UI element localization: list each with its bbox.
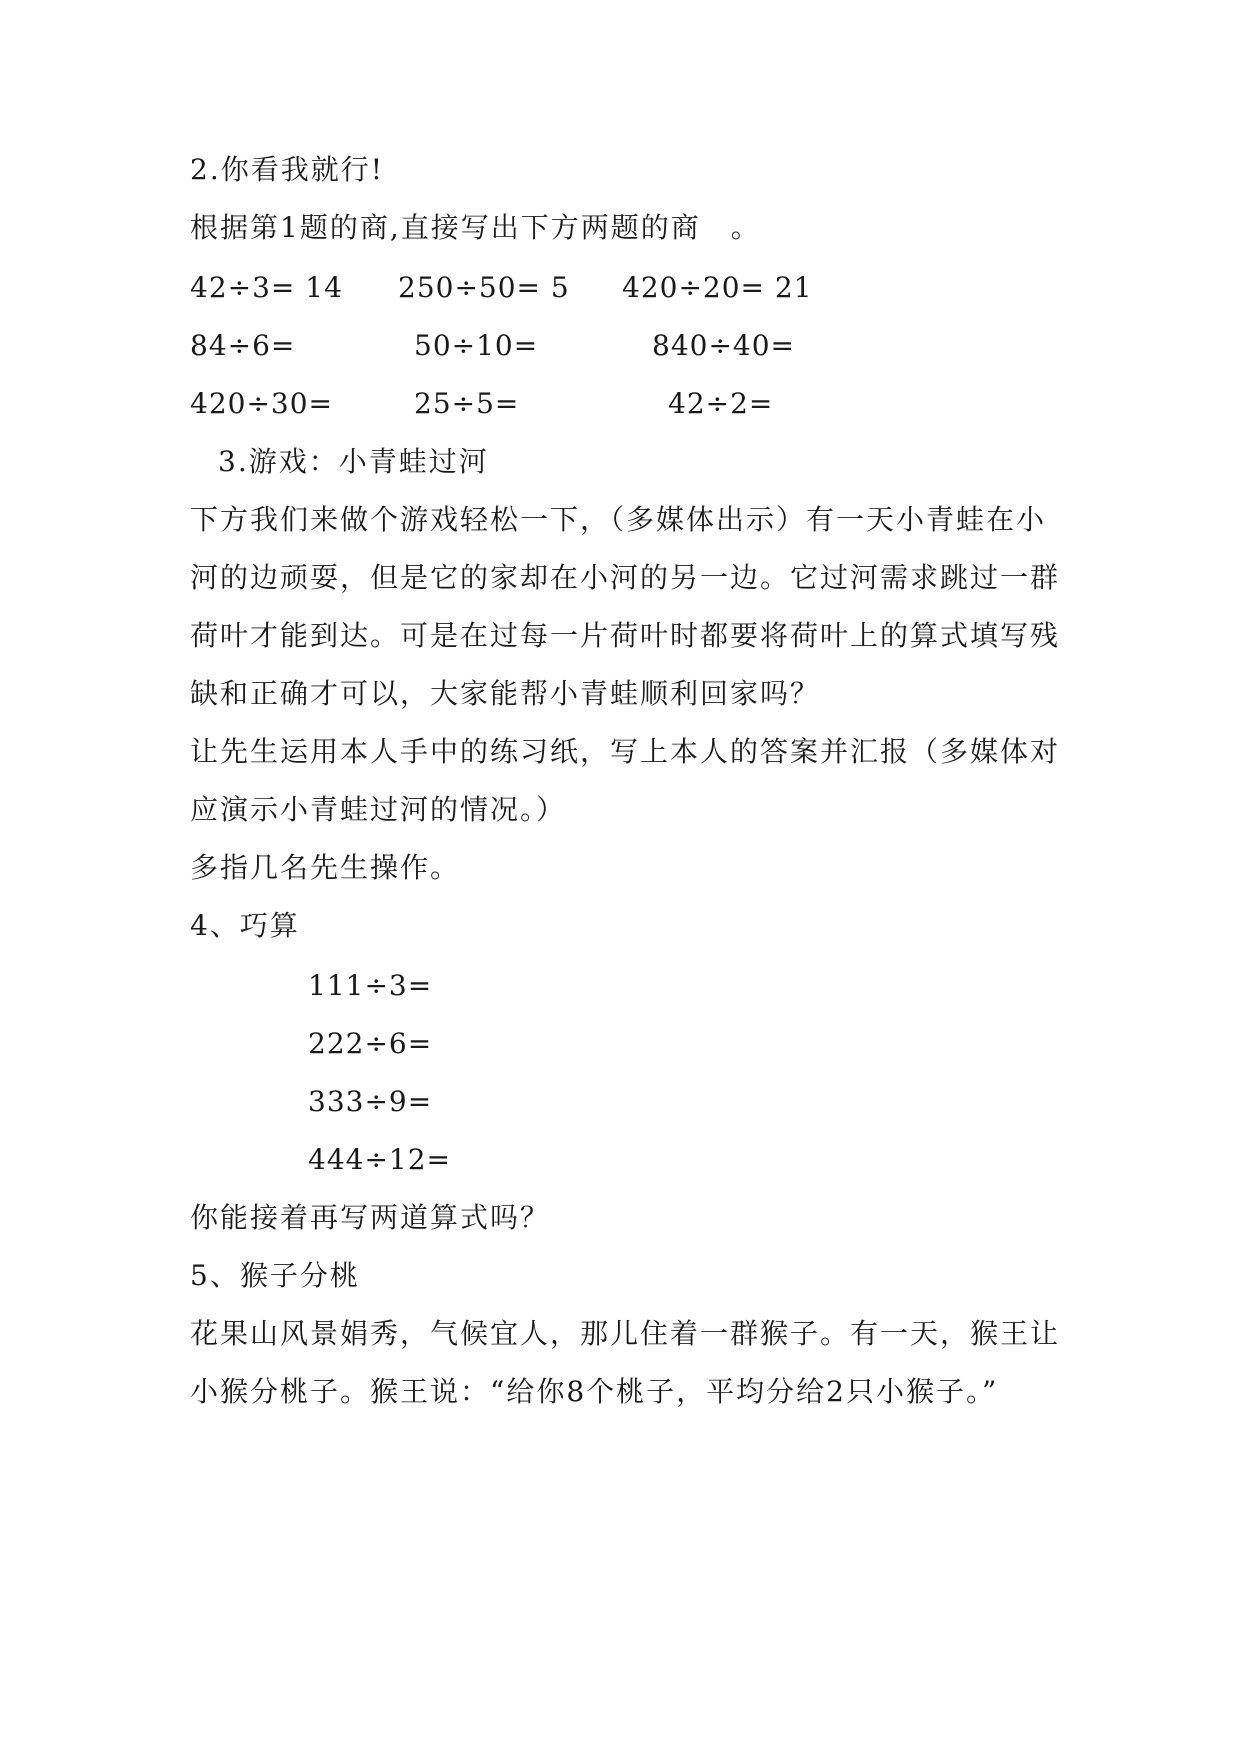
- math-expr-r3c2: 25÷5=: [414, 387, 520, 420]
- section-2-instruction: 根据第1题的商,直接写出下方两题的商 。: [190, 211, 761, 244]
- section-4-heading: 4、巧算: [190, 909, 300, 942]
- section-3-paragraph-line: 荷叶才能到达。可是在过每一片荷叶时都要将荷叶上的算式填写残: [190, 619, 1061, 652]
- section-5-heading: 5、猴子分桃: [190, 1259, 360, 1292]
- math-expr-item: 444÷12=: [308, 1143, 451, 1176]
- math-expr-r1c1: 42÷3= 14: [190, 271, 343, 304]
- section-3-heading: 3.游戏：小青蛙过河: [218, 445, 489, 478]
- math-expr-r2c3: 840÷40=: [652, 329, 795, 362]
- section-3-paragraph-line: 缺和正确才可以，大家能帮小青蛙顺利回家吗？: [190, 677, 821, 710]
- math-expr-item: 333÷9=: [308, 1085, 433, 1118]
- section-2-heading: 2.你看我就行!: [190, 153, 384, 186]
- section-5-paragraph-line: 花果山风景娟秀，气候宜人，那儿住着一群猴子。有一天，猴王让: [190, 1317, 1061, 1350]
- section-3-paragraph2-line: 应演示小青蛙过河的情况。）: [190, 793, 567, 826]
- section-5-paragraph-line: 小猴分桃子。猴王说：“给你8个桃子，平均分给2只小猴子。”: [190, 1375, 999, 1408]
- section-3-note: 多指几名先生操作。: [190, 851, 461, 884]
- math-expr-r3c1: 420÷30=: [190, 387, 333, 420]
- math-expr-item: 111÷3=: [308, 969, 433, 1002]
- math-expr-r2c1: 84÷6=: [190, 329, 296, 362]
- section-3-paragraph-line: 河的边顽耍，但是它的家却在小河的另一边。它过河需求跳过一群: [190, 561, 1061, 594]
- math-expr-r3c3: 42÷2=: [668, 387, 774, 420]
- math-expr-item: 222÷6=: [308, 1027, 433, 1060]
- section-4-question: 你能接着再写两道算式吗？: [190, 1201, 551, 1234]
- section-3-paragraph2-line: 让先生运用本人手中的练习纸，写上本人的答案并汇报（多媒体对: [190, 735, 1061, 768]
- math-expr-r1c3: 420÷20= 21: [622, 271, 813, 304]
- section-3-paragraph-line: 下方我们来做个游戏轻松一下，（多媒体出示）有一天小青蛙在小: [190, 503, 1047, 536]
- math-expr-r1c2: 250÷50= 5: [398, 271, 570, 304]
- math-expr-r2c2: 50÷10=: [414, 329, 539, 362]
